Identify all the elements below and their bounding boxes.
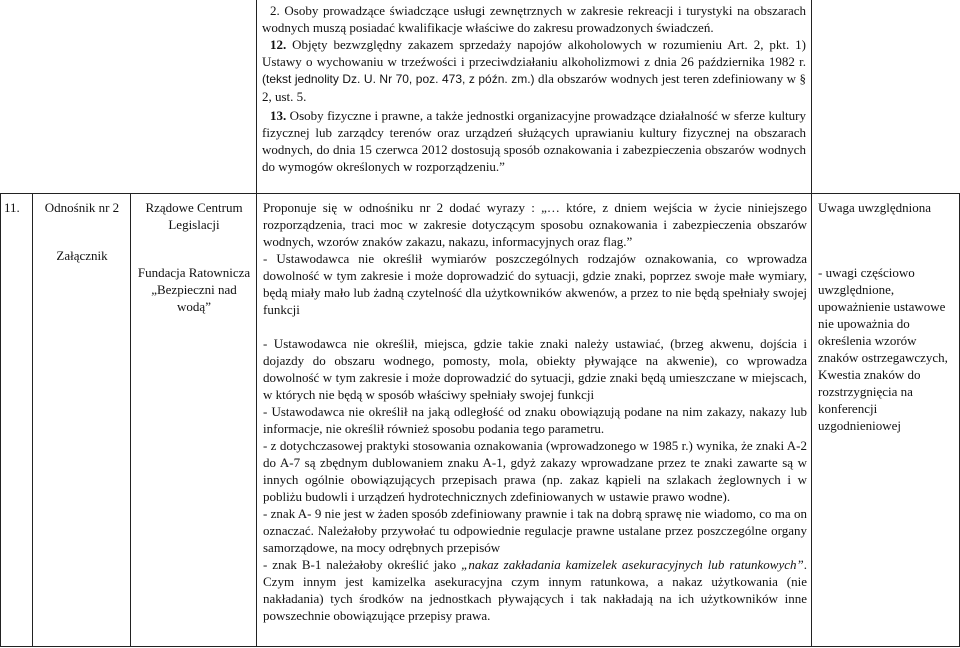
remark-sign-b1-italic: „nakaz zakładania kamizelek asekuracyjnych lub ratunkowych”: [461, 557, 804, 572]
paragraph-12-text-c: dla obszarów wodnych jest teren zdefiniowany w § 2, ust. 5.: [262, 71, 806, 104]
location-cell: [38, 199, 126, 264]
paragraph-osoby: 2. Osoby prowadzące świadczące usługi zewnętrznych w zakresie rekreacji i turystyki na obszarach wodnych muszą posiadać kwalifikacje właściwe do zakresu prowadzonych świadczeń.: [262, 3, 806, 35]
remark-sign-b1: [263, 556, 807, 624]
location-attachment: Załącznik: [56, 248, 108, 263]
response-cell: [818, 199, 956, 434]
paragraph-12-number: 12.: [270, 37, 287, 52]
paragraph-12-text-a: Objęty bezwzględny zakazem sprzedaży napojów alkoholowych w rozumieniu Art. 2, pkt. 1) Ustawy o wychowaniu w trzeźwości i przeciwdziałaniu alkoholizmowi z dnia 26 października 1982 r.: [262, 37, 806, 69]
paragraph-13: [262, 107, 806, 175]
remark-proposal: Proponuje się w odnośniku nr 2 dodać wyrazy : „… które, z dniem wejścia w życie niniejszego rozporządzenia, traci moc w zakresie dotyczącym sposobu oznakowania i zabezpieczenia obszarów wodnych, wzorów znaków zakazu, nakazu, informacyjnych oraz flag.”: [263, 200, 807, 249]
row-top-border: [0, 193, 960, 194]
col-rule-1: [0, 193, 1, 647]
remark-sign-b1-a: - znak B-1 należałoby określić jako: [263, 557, 462, 572]
paragraph-13-text: Osoby fizyczne i prawne, a także jednostki organizacyjne prowadzące działalność w sferze kultury fizycznej lub zarządcy terenów oraz urządzeń służących uprawianiu kultury fizycznej na obszarach wodnych, do dnia 15 czerwca 2012 dostosują sposób oznakowania i zabezpieczenia obszarów wodnych do wymogów określonych w rozporządzeniu.”: [262, 108, 806, 174]
col-rule-2: [32, 193, 33, 647]
paragraph-13-number: 13.: [270, 108, 287, 123]
top-right-rule: [811, 0, 812, 193]
location-reference: Odnośnik nr 2: [44, 200, 120, 215]
paragraph-12-text-b: (tekst jednolity Dz. U. Nr 70, poz. 473, z późn. zm.): [262, 72, 535, 86]
col-rule-3: [130, 193, 131, 647]
previous-row-content: [262, 2, 806, 175]
response-partial: - uwagi częściowo uwzględnione, upoważnienie ustawowe nie upoważnia do określenia wzorów znaków ostrzegawczych, Kwestia znaków do rozstrzygnięcia na konferencji uzgodnieniowej: [818, 265, 948, 433]
row-bottom-border: [0, 646, 960, 647]
remark-distance: - Ustawodawca nie określił na jaką odległość od znaku obowiązują podane na nim zakazy, nakazy lub informacje, nie określił również sposobu podania tego parametru.: [263, 404, 807, 436]
organization-rcl: Rządowe Centrum Legislacji: [145, 200, 243, 232]
remark-placement: - Ustawodawca nie określił, miejsca, gdzie takie znaki należy ustawiać, (brzeg akwenu, dojścia i dojazdy do obszaru wodnego, pomosty, mola, obiekty pływające na akwenie), co wprowadza dowolność w tym zakresie i może doprowadzić do sytuacji, gdzie znaki będą umieszczane w miejscach, w których nie będą w sposób właściwy spełniały swojej funkcji: [263, 336, 807, 402]
organization-cell: [136, 199, 252, 315]
col-rule-4: [256, 193, 257, 647]
response-accepted: Uwaga uwzględniona: [818, 200, 931, 215]
top-left-rule: [256, 0, 257, 193]
remark-sign-b1-c: . Czym innym jest kamizelka asekuracyjna czym innym ratunkowa, a nakaz użytkowania (nie nakładania) tych środków na jednostkach pływających i tak nakładają na ich użytkowników inne powszechnie obowiązujące przepisy prawa.: [263, 557, 807, 623]
remark-sign-a9: - znak A- 9 nie jest w żaden sposób zdefiniowany prawnie i tak na dobrą sprawę nie wiadomo, co ma on oznaczać. Należałoby przywołać tu odpowiednie regulacje prawne ustalane przez poszczególne organy samorządowe, na mocy odrębnych przepisów: [263, 506, 807, 555]
col-rule-5: [811, 193, 812, 647]
paragraph-12: [262, 36, 806, 105]
row-number: 11.: [4, 200, 20, 215]
remark-practice: - z dotychczasowej praktyki stosowania oznakowania (wprowadzonego w 1985 r.) wynika, że znaki A-2 do A-7 są zbędnym dublowaniem znaku A-1, gdyż zakazy wprowadzane przez te znaki zawarte są w innych ogólnie obowiązujących przepisach prawa (np. zakaz kąpieli na szlakach żeglownych i w pobliżu budowli i urządzeń hydrotechnicznych zdefiniowanych w ustawie prawo wodne).: [263, 438, 807, 504]
organization-fundacja: Fundacja Ratownicza „Bezpieczni nad wodą”: [137, 265, 251, 314]
remark-dimensions: - Ustawodawca nie określił wymiarów poszczególnych rodzajów oznakowania, co wprowadza dowolność w tym zakresie i może doprowadzić do sytuacji, gdzie znaki, poprzez swoje małe wymiary, będą miały mało lub żadną czytelność dla użytkowników akwenów, a przez to nie będą spełniały swojej funkcji: [263, 251, 807, 317]
remark-content-cell: [263, 199, 807, 624]
